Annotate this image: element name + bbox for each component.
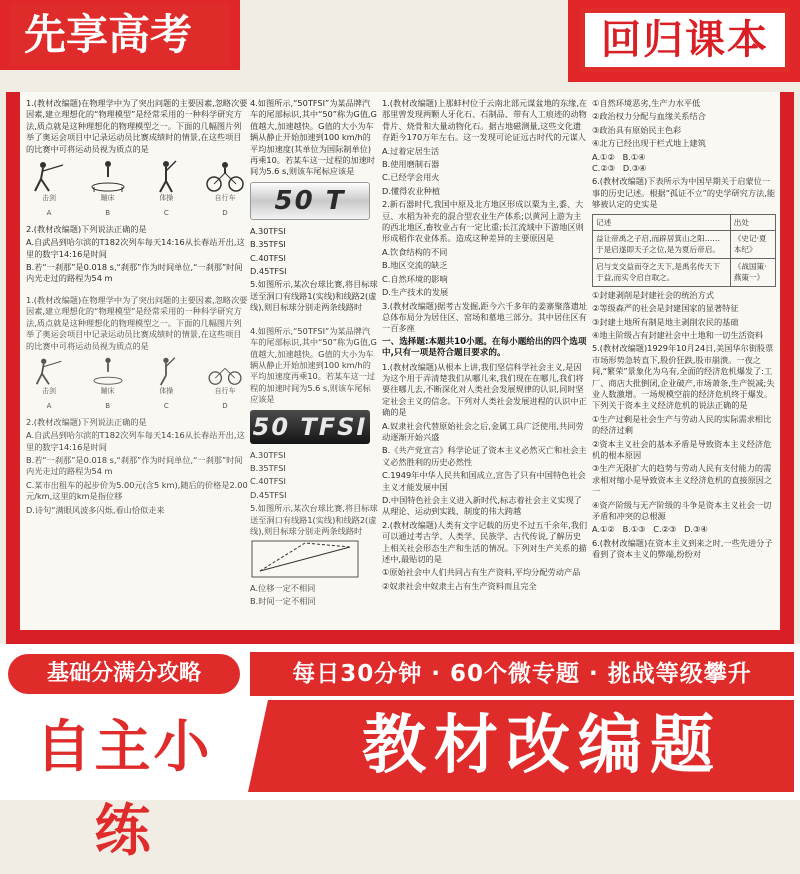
figure-label: 自行车 [214, 386, 236, 395]
trampoline-figure [85, 356, 131, 397]
self-practice-title: 自主小练 [35, 715, 213, 864]
choice-b: B.①④ [622, 151, 646, 162]
option-text: ②政治权力分配与血缘关系结合 [592, 111, 706, 122]
option-text: B.《共产党宣言》科学论证了资本主义必然灭亡和社会主义必然胜利的历史必然性 [382, 445, 587, 467]
table-row [593, 231, 776, 259]
gymnastics-figure [143, 159, 189, 204]
gymnastics-icon [146, 159, 186, 193]
question-text: 6.(教材改编题)在资本主义到来之时,一些先进分子看到了资本主义的弊端,纷纷对 [592, 537, 773, 560]
question-text: 5.如图所示,某次台球比赛,将目标球送至洞口有线路1(实线)和线路2(虚线),则目标球分别走两条线路时 [250, 279, 378, 313]
figure-label: 体操 [159, 386, 174, 395]
question-text: 2.(教材改编题)下列说法正确的是 [26, 416, 147, 427]
figure-label: 击剑 [42, 194, 56, 203]
physics-column-left [26, 98, 248, 628]
option-text: ③封建土地所有制是地主剥削农民的基础 [592, 316, 739, 327]
table-header-cell: 记述 [593, 214, 731, 230]
question-text: 4.如图所示,“50TFSI”为某品牌汽车的尾部标识,其中“50”称为G值,G值越大,加速越快。G值的大小为车辆从静止开始加速到100 km/h的平均加速度(其单位为国际制单位)再乘10。若某车这一过程的加速时间为5.6 s,则该车尾标应该是 [250, 98, 377, 177]
sports-figures-repeat [26, 356, 248, 397]
option-text: D.中国特色社会主义进入新时代,标志着社会主义实现了从理论、运动到实践、制度的伟大跨越 [382, 495, 582, 517]
fencing-figure [26, 159, 72, 204]
choice-d: D.③④ [684, 524, 708, 535]
option-text: ②等级森严的社会是封建国家的显著特征 [592, 303, 739, 314]
option-text: ④北方已经出现于栏式地上建筑 [592, 138, 706, 149]
fencing-figure [26, 356, 72, 397]
trampoline-icon [88, 159, 128, 193]
figure-options-repeat [26, 401, 248, 412]
option-text: B.地区交流的缺乏 [382, 260, 448, 271]
table-header-cell: 出处 [730, 214, 775, 230]
table-header-row [593, 214, 776, 230]
option-text: A.过着定居生活 [382, 145, 440, 156]
option-text: ②奴隶社会中奴隶主占有生产资料而且完全 [382, 580, 537, 591]
question-text: 1.(教材改编题)在物理学中为了突出问题的主要因素,忽略次要因素,建立理想化的“物理模型”是经常采用的一种科学研究方法,质点就是这种理想化的物理模型之一。下面的几幅图片列举了奥运会项目中记录运动员比赛成绩时的情景,在这些项目的比赛中可将运动员视为质点的是 [26, 294, 248, 351]
trampoline-icon [90, 356, 126, 386]
strategy-pill: 基础分满分攻略 [8, 654, 240, 694]
figure-options [26, 208, 248, 219]
choice-row [592, 152, 776, 175]
fencing-icon [31, 356, 67, 386]
exam-paper [20, 92, 780, 630]
option-text: C.某市出租车的起步价为5.00元(含5 km),随后的价格是2.00元/km,这里的km是指位移 [26, 479, 248, 502]
choice-a: A.①② [592, 151, 615, 162]
choice-row [592, 524, 776, 535]
option-text: D.诗句“满眼风波多闪烁,看山恰似走来 [26, 504, 165, 515]
car-badge-logo: 50 T [250, 182, 370, 220]
figure-label: 体操 [159, 194, 174, 203]
figure-label: 蹦床 [100, 386, 115, 395]
question-text: 2.(教材改编题)下列说法正确的是 [26, 223, 147, 234]
slogan-bar: 每日30分钟 · 60个微专题 · 挑战等级攀升 [250, 652, 794, 696]
option-text: A.自武昌到哈尔滨的T182次列车每天14:16从长春站开出,这里的数字14:16是时间 [26, 237, 245, 259]
section-heading: 一、选择题:本题共10小题。在每小题给出的四个选项中,只有一项是符合题目要求的。 [382, 336, 587, 359]
billiard-path-diagram [250, 539, 360, 579]
question-text: 1.(教材改编题)上那蚌村位于云南北部元谋盆地的东缘,在那里曾发现两颗人牙化石、石制品、带有人工痕迹的动物骨片、烧骨和大量动物化石。据古地磁测量,这些文化遗存距今170万年左右。这一发现可论证远古时代的元谋人 [382, 98, 588, 143]
gymnastics-figure [143, 356, 189, 397]
politics-column [592, 98, 776, 628]
figure-label: 击剑 [42, 386, 56, 395]
option-text: ①原始社会中人们共同占有生产资料,平均分配劳动产品 [382, 567, 581, 578]
question-text: 2.(教材改编题)人类有文字记载的历史不过五千余年,我们可以通过考古学、人类学、民族学、古代传说,了解历史上相关社会形态生产和生活的情况。下列对生产关系的描述中,最贴切的是 [382, 519, 588, 565]
option-label: C [163, 209, 169, 218]
option-text: ②资本主义社会的基本矛盾是导致资本主义经济危机的根本原因 [592, 438, 772, 460]
option-text: ①自然环境恶劣,生产力水平低 [592, 98, 701, 108]
option-text: A.30TFSI [250, 449, 286, 460]
textbook-adapted-title: 教材改编题 [290, 700, 794, 792]
table-cell: 《战国策·燕策一》 [730, 258, 775, 286]
history-record-table [592, 214, 776, 287]
option-text: ④资产阶级与无产阶级的斗争是资本主义社会一切矛盾和冲突的总根源 [592, 499, 772, 521]
physics-column-right [250, 98, 378, 628]
top-right-tag: 回归课本 [580, 8, 790, 72]
option-text: A.30TFSI [250, 225, 286, 236]
option-text: C.已经学会用火 [382, 172, 440, 183]
question-text: 5.如图所示,某次台球比赛,将目标球送至洞口有线路1(实线)和线路2(虚线),则目标球分别走两条线路时 [250, 503, 378, 536]
option-label: D [222, 402, 228, 411]
table-cell: 启与支交益而夺之天下,是禹名传天下于益,而实令启自取之。 [593, 258, 731, 286]
cycling-figure [202, 159, 248, 204]
car-badge-logo-dark: 50 TFSI [250, 410, 370, 444]
option-text: D.45TFSI [250, 266, 287, 277]
option-text: ③政治具有原始民主色彩 [592, 124, 682, 135]
option-text: ①生产过剩是社会生产与劳动人民的实际需求相比的经济过剩 [592, 413, 772, 436]
question-text: 6.(教材改编题)下表所示为中国早期关于启蒙位一事的历史记述。根据“孤证不立”的史学研究方法,能够被认定的史实是 [592, 176, 776, 210]
option-text: B.35TFSI [250, 462, 286, 473]
sports-figures [26, 159, 248, 204]
choice-c: C.②③ [592, 163, 615, 174]
option-label: B [105, 209, 111, 218]
question-text: 1.(教材改编题)在物理学中为了突出问题的主要因素,忽略次要因素,建立理想化的“物理模型”是经常采用的一种科学研究方法,质点就是这种理想化的物理模型之一。下面的几幅图片列举了奥运会项目中记录运动员比赛成绩时的情景,在这些项目的比赛中可将运动员视为质点的是 [26, 98, 248, 154]
question-text: 5.(教材改编题)1929年10月24日,美国华尔街股票市场形势急转直下,股价狂跌,股市崩溃。一夜之间,“繁荣”景象化为乌有,全面的经济危机爆发了:工厂、商店大批倒闭,企业破产,市场萧条,生产锐减;失业人数激增。一场规模空前的经济危机终于爆发。下列关于资本主义经济危机的说法正确的是 [592, 343, 775, 411]
question-text: 3.(教材改编题)据考古发掘,距今六千多年的姜寨聚落遗址总体布局分为居住区、窑场和墓地三部分。其中居住区有一百多座 [382, 300, 588, 334]
question-text: 2.新石器时代,我国中原及北方地区形成以粟为主,黍、大豆、水稻为补充的混合型农业生产体系;以黄河上游为主的西北地区,畜牧业占有一定比重;长江流域中下游地区则形成稻作农业体系。造成这种差异的主要原因是 [382, 199, 584, 244]
figure-label: 自行车 [214, 194, 236, 203]
option-text: B.使用磨制石器 [382, 159, 440, 170]
option-text: A.位移一定不相同 [250, 582, 316, 593]
choice-d: D.③④ [622, 163, 647, 174]
question-text: 1.(教材改编题)从根本上讲,我们坚信科学社会主义,是因为这个用于弄清楚我们从哪儿来,我们现在在哪儿,我们将要往哪儿去,不断深化对人类社会发展规律的认识,同时坚定社会主义的信念。下列对人类社会发展进程的认识中正确的是 [382, 361, 587, 418]
fencing-icon [29, 159, 69, 193]
option-text: B.若“一刹那”是0.018 s,“刹那”作为时间单位,“一刹那”时间内光走过的路程为54 m [26, 454, 243, 477]
option-text: B.35TFSI [250, 239, 286, 250]
option-label: A [46, 402, 52, 411]
option-label: C [163, 402, 169, 411]
option-text: D.生产技术的发展 [382, 287, 449, 298]
option-text: A.奴隶社会代替原始社会之后,金属工具广泛使用,共同劳动逐渐开始兴盛 [382, 420, 584, 442]
option-text: D.45TFSI [250, 489, 287, 500]
table-cell: 《史记·夏本纪》 [730, 231, 775, 259]
option-text: D.懂得农业种植 [382, 185, 441, 196]
option-label: B [105, 402, 111, 411]
question-text: 4.如图所示,“50TFSI”为某品牌汽车的尾部标识,其中“50”称为G值,G值越大,加速越快。G值的大小为车辆从静止开始加速到100 km/h的平均加速度再乘10。若某车这一过程的加速时间为5.6 s,则该车尾标应该是 [250, 325, 377, 405]
option-text: B.时间一定不相同 [250, 596, 316, 607]
history-column [382, 98, 588, 628]
choice-b: B.①③ [622, 524, 646, 535]
choice-a: A.①② [592, 524, 615, 535]
option-text: C.1949年中华人民共和国成立,宣告了只有中国特色社会主义才能发展中国 [382, 470, 586, 492]
option-text: C.40TFSI [250, 476, 286, 487]
figure-label: 蹦床 [100, 194, 115, 203]
option-text: ③生产无限扩大的趋势与劳动人民有支付能力的需求相对缩小是导致资本主义经济危机的直接原因之一 [592, 463, 773, 497]
table-cell: 益让帝禹之子启,而辟居箕山之阳……于是启遂即天子之位,是为夏后帝启。 [593, 231, 731, 259]
option-text: C.40TFSI [250, 252, 286, 263]
top-left-tag: 先享高考 [10, 4, 230, 66]
choice-c: C.②③ [653, 524, 677, 535]
trampoline-figure [85, 159, 131, 204]
cycling-figure [202, 356, 248, 397]
bicycle-icon [207, 356, 243, 386]
option-text: B.若“一刹那”是0.018 s,“刹那”作为时间单位,“一刹那”时间内光走过的路程为54 m [26, 262, 243, 284]
option-text: ④地主阶级占有封建社会中土地和一切生活资料 [592, 329, 764, 340]
option-label: A [46, 209, 52, 218]
option-text: ①封建剥削是封建社会的统治方式 [592, 289, 714, 300]
option-text: A.自武昌到哈尔滨的T182次列车每天14:16从长春站开出,这里的数字14:16是时间 [26, 430, 245, 452]
gymnastics-icon [148, 356, 184, 386]
bicycle-icon [205, 159, 245, 193]
table-row [593, 258, 776, 286]
option-label: D [222, 209, 228, 218]
option-text: A.饮食结构的不同 [382, 246, 448, 257]
option-text: C.自然环境的影响 [382, 273, 448, 284]
